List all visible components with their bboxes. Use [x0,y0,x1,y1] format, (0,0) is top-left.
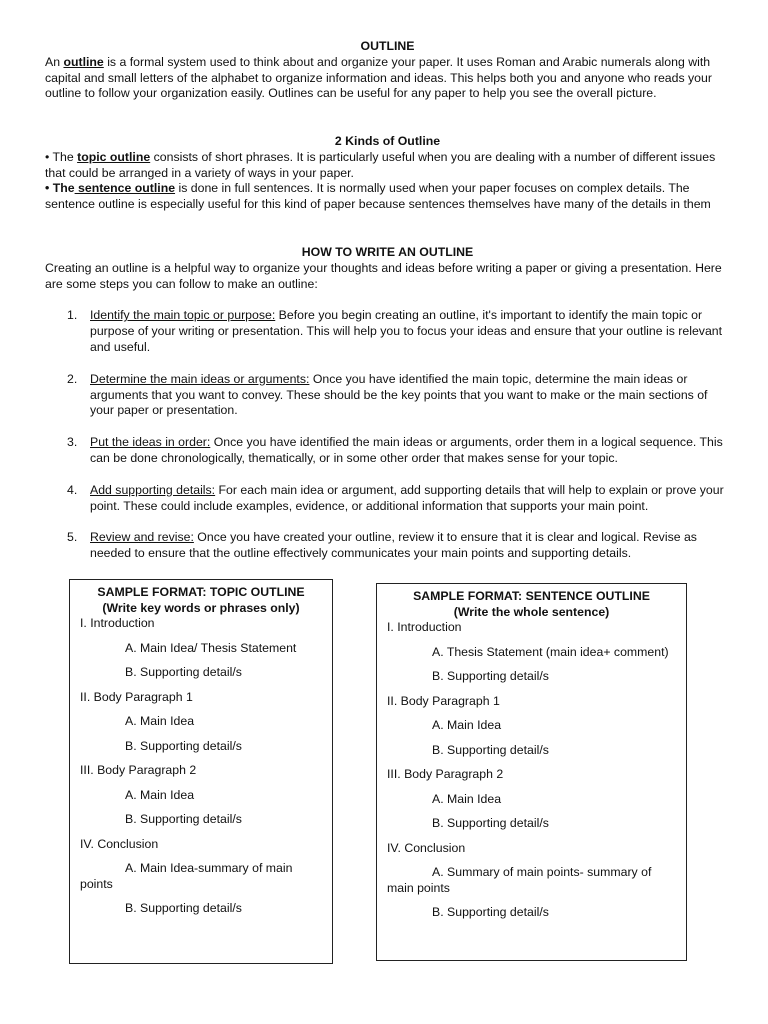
sentence-box-title: SAMPLE FORMAT: SENTENCE OUTLINE [413,589,650,603]
step-text: Once you have identified the main ideas or arguments, order them in a logical sequence. This can be done chronologically, thematically, or in some other order that makes sense for your topic. [90,435,723,465]
topic-box-title: SAMPLE FORMAT: TOPIC OUTLINE [97,585,305,599]
topic-section-1b: B. Supporting detail/s [125,665,242,679]
step-text: For each main idea or argument, add supporting details that will help to explain or prove your point. These could include examples, evidence, or additional information that supports your main point. [90,482,724,513]
sentence-section-3b: B. Supporting detail/s [432,816,549,830]
topic-section-2: II. Body Paragraph 1 [80,689,193,704]
sentence-box-subtitle: (Write the whole sentence) [453,604,610,619]
sentence-section-3: III. Body Paragraph 2 [387,767,504,781]
step-label: Add supporting details: [90,482,216,497]
topic-outline-box [69,579,333,964]
sentence-section-4b: B. Supporting detail/s [432,905,549,919]
step-number: 2. [67,371,78,386]
sentence-section-4: IV. Conclusion [387,840,466,855]
sentence-section-1: I. Introduction [387,620,462,634]
intro-text-start: An [45,54,64,69]
topic-section-1: I. Introduction [80,616,155,630]
sentence-section-2a: A. Main Idea [432,718,502,732]
topic-bullet-prefix: • The [45,149,78,164]
sentence-section-2b: B. Supporting detail/s [432,742,549,757]
sentence-outline-bullet [45,181,730,213]
topic-section-2b: B. Supporting detail/s [125,738,242,753]
step-number: 4. [67,482,78,497]
topic-outline-term: topic outline [77,149,151,164]
topic-box-subtitle: (Write key words or phrases only) [102,600,300,615]
sentence-section-4a: A. Summary of main points- summary of main points [387,865,652,895]
step-label: Identify the main topic or purpose: [90,308,276,323]
topic-section-4a: A. Main Idea-summary of main points [80,861,293,891]
topic-section-3a: A. Main Idea [125,787,195,802]
topic-outline-bullet [45,150,730,182]
topic-section-3: III. Body Paragraph 2 [80,763,197,777]
list-item [45,435,730,467]
sentence-outline-term: sentence outline [74,181,176,196]
sentence-section-2: II. Body Paragraph 1 [387,693,500,708]
sentence-bullet-prefix: • The [45,181,75,196]
kinds-title: 2 Kinds of Outline [334,134,441,148]
topic-section-4b: B. Supporting detail/s [125,901,242,915]
sentence-outline-text: is done in full sentences. It is normally used when your paper focuses on complex details. The sentence outline is especially useful for this kind of paper because sentences themselves have many of the details in them [45,181,711,212]
sentence-section-1b: B. Supporting detail/s [432,669,549,683]
intro-paragraph [45,55,730,102]
outline-term: outline [63,54,104,69]
topic-section-4: IV. Conclusion [80,836,159,851]
topic-section-3b: B. Supporting detail/s [125,812,242,826]
kinds-section [45,134,730,213]
topic-outline-text: consists of short phrases. It is particularly useful when you are dealing with a number of different issues that could be arranged in a variety of ways in your paper. [45,149,716,180]
howto-section [45,245,730,562]
step-label: Put the ideas in order: [90,435,211,450]
list-item [45,483,730,515]
intro-title: OUTLINE [360,39,415,53]
intro-section [45,39,730,102]
step-text: Once you have identified the main topic, determine the main ideas or arguments that you want to convey. These should be the key points that you want to make or the main sections of your paper or presentation. [90,371,708,418]
sentence-outline-box [376,583,687,961]
sentence-section-3a: A. Main Idea [432,791,502,806]
step-number: 5. [67,530,78,545]
steps-list [45,308,730,562]
sentence-section-1a: A. Thesis Statement (main idea+ comment) [432,644,669,659]
topic-section-2a: A. Main Idea [125,714,195,728]
step-text: Once you have created your outline, review it to ensure that it is clear and logical. Revise as needed to ensure that the outline effectively communicates your main points and supporting details. [90,530,697,561]
step-number: 1. [67,308,78,323]
step-label: Review and revise: [90,530,194,545]
topic-section-1a: A. Main Idea/ Thesis Statement [125,640,297,655]
list-item [45,308,730,355]
step-number: 3. [67,435,78,450]
step-label: Determine the main ideas or arguments: [90,371,310,386]
intro-text-rest: is a formal system used to think about and organize your paper. It uses Roman and Arabic numerals along with capital and small letters of the alphabet to organize information and ideas. This helps both you and anyone who reads your outline to follow your organization easily. Outlines can be useful for any paper to help you see the overall picture. [45,54,712,101]
howto-intro: Creating an outline is a helpful way to organize your thoughts and ideas before writing a paper or giving a presentation. Here are some steps you can follow to make an outline: [45,260,722,291]
list-item [45,530,730,562]
step-text: Before you begin creating an outline, it's important to identify the main topic or purpose of your writing or presentation. This will help you to focus your ideas and ensure that your outline is relevant and useful. [90,308,723,354]
howto-title: HOW TO WRITE AN OUTLINE [301,245,474,259]
list-item [45,372,730,419]
